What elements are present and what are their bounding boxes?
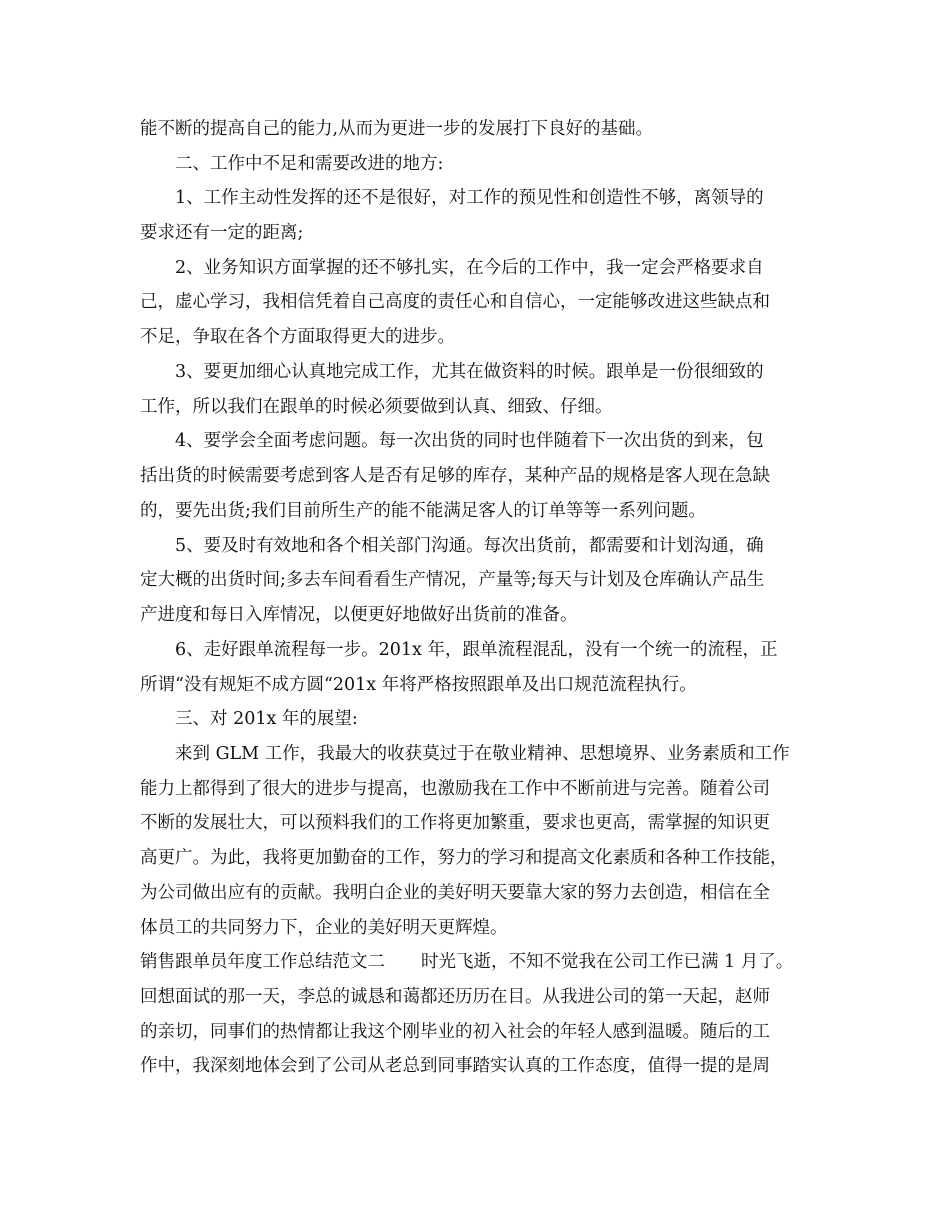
text-line: 不断的发展壮大，可以预料我们的工作将更加繁重，要求也更高，需掌握的知识更 bbox=[140, 813, 770, 833]
text-line: 3、要更加细心认真地完成工作，尤其在做资料的时候。跟单是一份很细致的 bbox=[175, 362, 764, 382]
text-line: 能不断的提高自己的能力,从而为更进一步的发展打下良好的基础。 bbox=[140, 119, 654, 139]
text-line: 能力上都得到了很大的进步与提高，也激励我在工作中不断前进与完善。随着公司 bbox=[140, 779, 770, 799]
text-line: 来到 GLM 工作，我最大的收获莫过于在敬业精神、思想境界、业务素质和工作 bbox=[175, 744, 790, 764]
text-line: 要求还有一定的距离; bbox=[140, 223, 304, 243]
text-line: 回想面试的那一天，李总的诚恳和蔼都还历历在目。从我进公司的第一天起，赵师 bbox=[140, 987, 770, 1007]
article-title-line bbox=[140, 951, 830, 973]
text-line: 2、业务知识方面掌握的还不够扎实，在今后的工作中，我一定会严格要求自 bbox=[175, 258, 764, 278]
article-title: 销售跟单员年度工作总结范文二 bbox=[140, 952, 385, 972]
text-line: 工作，所以我们在跟单的时候必须要做到认真、细致、仔细。 bbox=[140, 397, 613, 417]
text-line: 4、要学会全面考虑问题。每一次出货的同时也伴随着下一次出货的到来，包 bbox=[175, 431, 764, 451]
text-line: 体员工的共同努力下，企业的美好明天更辉煌。 bbox=[140, 918, 508, 938]
text-line: 的亲切，同事们的热情都让我这个刚毕业的初入社会的年轻人感到温暖。随后的工 bbox=[140, 1022, 770, 1042]
text-line: 所谓“没有规矩不成方圆“201x 年将严格按照跟单及出口规范流程执行。 bbox=[140, 675, 697, 695]
text-line: 的，要先出货;我们目前所生产的能不能满足客人的订单等等一系列问题。 bbox=[140, 501, 706, 521]
section-heading: 二、工作中不足和需要改进的地方: bbox=[175, 154, 444, 174]
text-line: 6、走好跟单流程每一步。201x 年，跟单流程混乱，没有一个统一的流程，正 bbox=[175, 640, 778, 660]
text-line: 作中，我深刻地体会到了公司从老总到同事踏实认真的工作态度，值得一提的是周 bbox=[140, 1056, 770, 1076]
text-line: 产进度和每日入库情况，以便更好地做好出货前的准备。 bbox=[140, 605, 578, 625]
text-line: 己，虚心学习，我相信凭着自己高度的责任心和自信心，一定能够改进这些缺点和 bbox=[140, 292, 770, 312]
text-line: 1、工作主动性发挥的还不是很好，对工作的预见性和创造性不够，离领导的 bbox=[175, 188, 764, 208]
text-line: 定大概的出货时间;多去车间看看生产情况，产量等;每天与计划及仓库确认产品生 bbox=[140, 570, 765, 590]
text-line: 括出货的时候需要考虑到客人是否有足够的库存，某种产品的规格是客人现在急缺 bbox=[140, 466, 770, 486]
text-line: 为公司做出应有的贡献。我明白企业的美好明天要靠大家的努力去创造，相信在全 bbox=[140, 883, 770, 903]
text-line: 高更广。为此，我将更加勤奋的工作，努力的学习和提高文化素质和各种工作技能， bbox=[140, 848, 788, 868]
section-heading: 三、对 201x 年的展望: bbox=[175, 709, 358, 729]
text-line: 不足，争取在各个方面取得更大的进步。 bbox=[140, 327, 455, 347]
text-line: 5、要及时有效地和各个相关部门沟通。每次出货前，都需要和计划沟通，确 bbox=[175, 536, 764, 556]
text-fragment: 时光飞逝，不知不觉我在公司工作已满 1 月了。 bbox=[421, 952, 794, 972]
